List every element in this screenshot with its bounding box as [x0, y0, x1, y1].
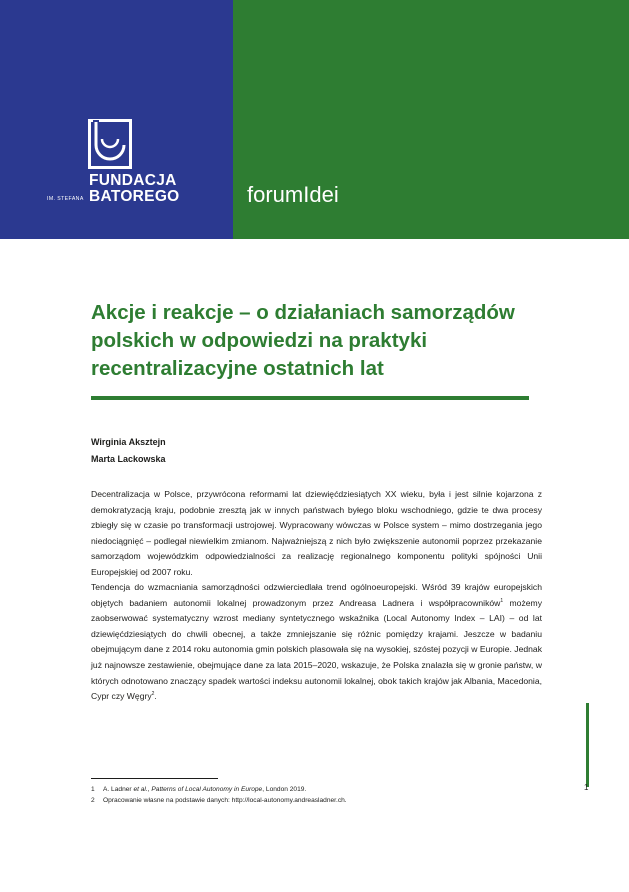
footnote-1-book-title: Patterns of Local Autonomy in Europe: [151, 786, 263, 793]
footnote-1-author: A. Ladner: [103, 786, 134, 793]
paragraph-2-text-c: .: [154, 691, 157, 702]
footnote-2-text: Opracowanie własne na podstawie danych: http://local-autonomy.andreasladner.ch.: [103, 797, 347, 804]
footnote-2: [91, 797, 347, 804]
title-divider: [91, 396, 529, 400]
foundation-name-line2: BATOREGO: [89, 188, 180, 205]
author-1: Wirginia Aksztejn: [91, 437, 166, 447]
foundation-small-text: IM. STEFANA: [47, 196, 84, 202]
series-name: forumIdei: [247, 182, 339, 207]
footnote-divider: [91, 778, 218, 779]
paragraph-1: Decentralizacja w Polsce, przywrócona reformami lat dziewięćdziesiątych XX wieku, była i jest silnie kojarzona z demokratyzacją kraju, podobnie zresztą jak w innych państwach byłego bloku wschodniego, gdzie te dwa procesy zbiegły się w czasie po transformacji ustrojowej. Wypracowany wówczas w Polsce system – mimo dostrzegania jego niedociągnięć – podlegał niewielkim zmianom. Najważniejszą z nich było zwiększenie autonomii poprzez przekazanie samorządom wojewódzkim odpowiedzialności za realizację regionalnego komponentu polityki spójności Unii Europejskiej od 2007 roku.: [91, 489, 542, 577]
footnote-ref-1[interactable]: 1: [500, 597, 504, 604]
foundation-logo-icon: [88, 119, 132, 169]
footnote-1-number: 1: [91, 786, 95, 793]
footnote-1-sep: ,: [147, 786, 152, 793]
paragraph-2-text-b: możemy zaobserwować systematyczny wzrost mediany syntetycznego wskaźnika (Local Autonomy Index – LAI) – od lat dziewięćdziesiątych do chwili obecnej, a także zmniejszanie się różnic pomiędzy krajami. Jeszcze w badaniu obejmującym dane z 2014 roku autonomia gmin polskich plasowała się na wysokiej, szóstej pozycji w Europie. Jednak już najnowsze zestawienie, obejmujące dane za lata 2015–2020, wskazuje, że Polska znalazła się w gronie państw, w których odnotowano znaczący spadek wartości indeksu autonomii lokalnej, obok takich krajów jak Albania, Macedonia, Cypr czy Węgry: [91, 597, 542, 702]
foundation-name-line1: FUNDACJA: [89, 172, 177, 189]
page-number: 1: [584, 783, 589, 792]
footnote-ref-2[interactable]: 2: [151, 691, 155, 698]
document-title: Akcje i reakcje – o działaniach samorządów polskich w odpowiedzi na praktyki recentralizacyjne ostatnich lat: [91, 301, 515, 380]
author-2: Marta Lackowska: [91, 454, 166, 464]
footnote-2-number: 2: [91, 797, 95, 804]
paragraph-2-text-a: Tendencja do wzmacniania samorządności odzwierciedlała trend ogólnoeuropejski. Wśród 39 krajów europejskich objętych badaniem autonomii lokalnej prowadzonym przez Andreasa Ladnera i współpracowników: [91, 582, 542, 608]
side-accent-bar: [586, 703, 589, 787]
footnote-1: [91, 786, 306, 793]
footnote-1-tail: , London 2019.: [262, 786, 307, 793]
footnote-1-etal: et al.: [133, 786, 148, 793]
paragraph-2: [91, 580, 542, 705]
